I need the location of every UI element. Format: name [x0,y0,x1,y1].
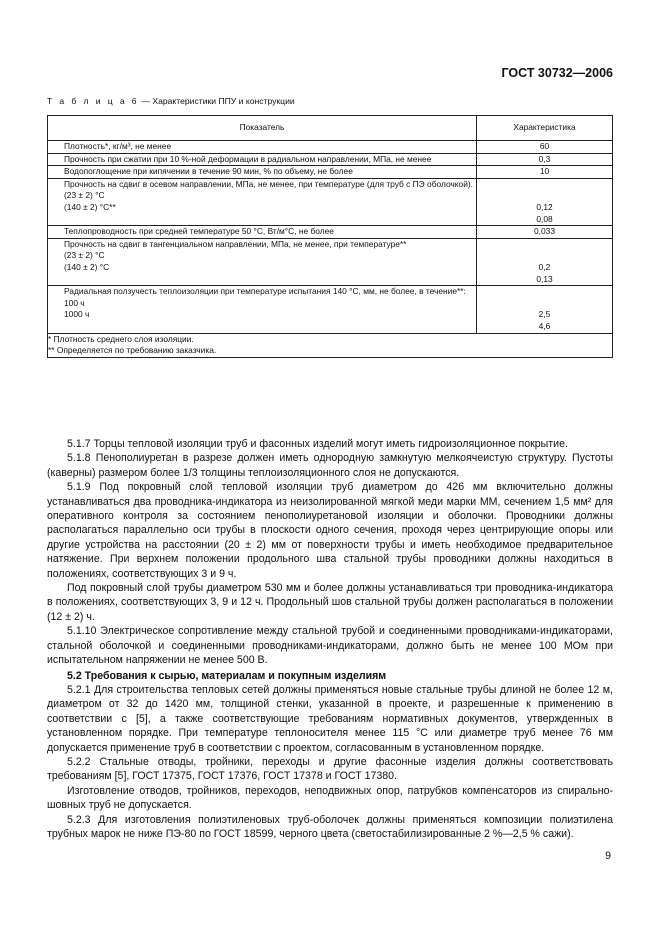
row-text: Радиальная ползучесть теплоизоляции при температуре испытания 140 °С, мм, не более, в течение**: [64,286,466,297]
row-text: Прочность на сдвиг в осевом направлении, МПа, не менее, при температуре (для труб с ПЭ оболочкой). [64,178,473,189]
row-indicator [48,166,477,179]
row-value-line: 0,2 [538,261,551,272]
table-row [48,166,613,179]
row-indicator [48,238,477,285]
row-indicator [48,141,477,154]
row-indicator [48,178,477,225]
paragraph: 5.1.7 Торцы тепловой изоляции труб и фасонных изделий могут иметь гидроизоляционное покрытие. [67,438,568,450]
table-row [48,226,613,239]
row-value [477,286,613,333]
row-value-line: 0,13 [536,273,553,284]
row-subtext: (23 ± 2) °С [64,250,105,261]
page-number: 9 [605,850,611,862]
section-heading: 5.2 Требования к сырью, материалам и покупным изделиям [67,669,387,682]
paragraph: Изготовление отводов, тройников, переходов, неподвижных опор, патрубков компенсаторов из спирально-шовных труб не допускается. [47,784,613,812]
row-indicator [48,286,477,333]
row-indicator [48,153,477,166]
row-subtext: 100 ч [64,297,85,308]
row-text: Теплопроводность при средней температуре 50 °С, Вт/м°С, не более [64,226,334,237]
row-value: 0,3 [477,153,613,166]
table-notes [48,333,613,357]
table-row [48,238,613,285]
table-caption [47,96,295,106]
paragraph: Под покровный слой трубы диаметром 530 мм и более должны устанавливаться три проводника-индикатора в положениях, соответствующих 3, 9 и 12 ч. Продольный шов стальной трубы должен располагаться в положении (12 ± 2) ч. [47,582,613,623]
row-value [477,178,613,225]
row-subtext: (140 ± 2) °С** [64,201,116,212]
paragraph: 5.1.9 Под покровный слой тепловой изоляции труб диаметром до 426 мм включительно должны устанавливаться два проводника-индикатора из неизолированной мягкой меди марки ММ, сечением 1,5 мм² для оперативного контроля за состоянием пенополиуретановой изоляции и оболочки. Проводники должны располагаться параллельно оси трубы в плоскости одного сечения, проходя через центрирующие опоры или другие устройства на расстоянии (20 ± 2) мм от поверхности трубы и иметь необходимое предварительное натяжение. При верхнем положении продольного шва стальной трубы проводники должны находиться в положениях, соответствующих 3 и 9 ч. [47,481,613,580]
table-caption-text: — Характеристики ППУ и конструкции [138,96,295,106]
table-header-row [48,116,613,141]
table-caption-label: Т а б л и ц а 6 [47,96,139,106]
row-indicator [48,226,477,239]
table-row [48,153,613,166]
row-text: Прочность при сжатии при 10 %-ной деформации в радиальном направлении, МПа, не менее [64,153,432,164]
table-notes-row [48,333,613,357]
col-header-indicator: Показатель [48,116,477,141]
table-note: * Плотность среднего слоя изоляции. [48,333,194,344]
body-text [47,437,613,841]
table-row [48,178,613,225]
row-value: 10 [477,166,613,179]
row-value-line: 4,6 [538,320,551,331]
table-note: ** Определяется по требованию заказчика. [48,345,217,356]
row-value: 0,033 [477,226,613,239]
paragraph: 5.1.10 Электрическое сопротивление между стальной трубой и соединенными проводниками-индикаторами, стальной оболочкой и соединенными проводниками-индикаторами, должно быть не менее 100 МОм при испытательном напряжении не менее 500 В. [47,625,613,667]
row-subtext: (140 ± 2) °С [64,261,110,272]
paragraph: 5.2.3 Для изготовления полиэтиленовых труб-оболочек должны применяться композиции полиэтилена трубных марок не ниже ПЭ-80 по ГОСТ 18599, черного цвета (светостабилизированные 2 %—2,5 % сажи). [47,813,613,840]
row-value-line: 0,12 [536,201,553,212]
table-row [48,286,613,333]
paragraph: 5.2.2 Стальные отводы, тройники, переходы и другие фасонные изделия должны соответствовать требованиям [5], ГОСТ 17375, ГОСТ 17376, ГОСТ 17378 и ГОСТ 17380. [47,755,613,783]
paragraph: 5.1.8 Пенополиуретан в разрезе должен иметь однородную замкнутую мелкоячеистую структуру. Пустоты (каверны) размером более 1/3 толщины теплоизоляционного слоя не допускаются. [47,452,613,479]
row-text: Плотность*, кг/м³, не менее [64,141,172,151]
row-value-line: 0,08 [536,213,553,224]
row-value: 60 [477,141,613,154]
row-subtext: 1000 ч [64,309,90,320]
standard-number: ГОСТ 30732—2006 [501,66,613,80]
row-text: Прочность на сдвиг в тангенциальном направлении, МПа, не менее, при температуре** [64,238,407,249]
row-value [477,238,613,285]
col-header-value: Характеристика [477,116,613,141]
row-subtext: (23 ± 2) °С [64,190,105,201]
row-text: Водопоглощение при кипячении в течение 90 мин, % по объему, не более [64,166,353,177]
paragraph: 5.2.1 Для строительства тепловых сетей должны применяться новые стальные трубы длиной не более 12 м, диаметром от 32 до 1420 мм, толщиной стенки, указанной в проекте, и разрешенные к применению в соответствии с [5], а также соответствующие требованиям нормативных документов, утвержденных в установленном порядке. При температуре теплоносителя менее 115 °С или диаметре труб менее 76 мм допускается применение труб в соответствии с проектом, согласованным в установленном порядке. [47,683,613,754]
characteristics-table [47,115,613,358]
table-row [48,141,613,154]
row-value-line: 2,5 [538,309,551,320]
